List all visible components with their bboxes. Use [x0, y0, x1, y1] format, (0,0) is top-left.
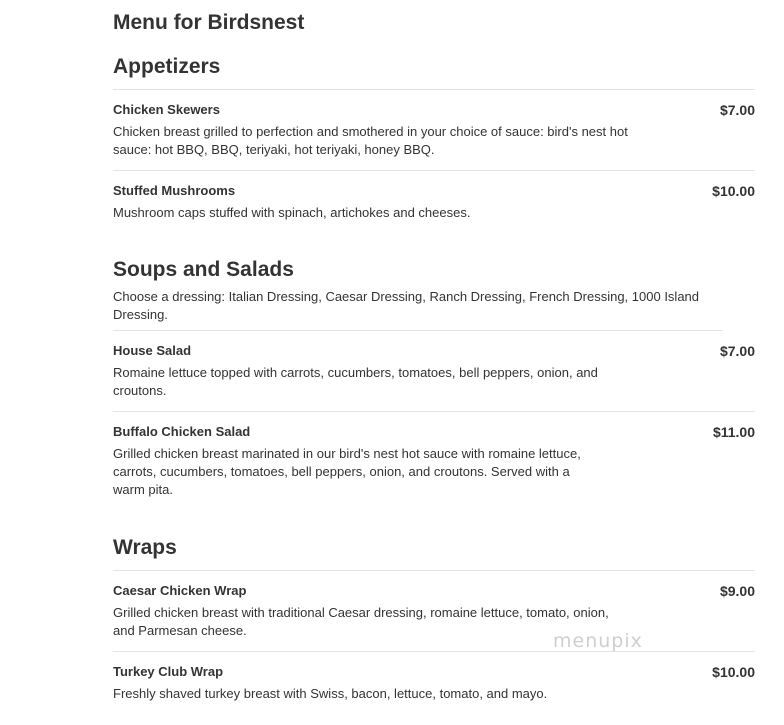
item-name: Chicken Skewers	[113, 102, 220, 117]
item-header	[113, 582, 755, 604]
menu-item-chicken-skewers	[113, 90, 755, 171]
item-description: Grilled chicken breast marinated in our bird's nest hot sauce with romaine lettuce, carrots, cucumbers, tomatoes, bell peppers, onion, and croutons. Served with a warm pita.	[113, 446, 581, 497]
watermark: menupix	[553, 630, 643, 652]
menu-item-house-salad	[113, 331, 755, 412]
item-description: Chicken breast grilled to perfection and smothered in your choice of sauce: bird's nest hot sauce: hot BBQ, BBQ, teriyaki, hot teriyaki, honey BBQ.	[113, 124, 628, 157]
item-name: House Salad	[113, 343, 192, 358]
menu-item-stuffed-mushrooms	[113, 171, 755, 232]
item-description: Freshly shaved turkey breast with Swiss, bacon, lettuce, tomato, and mayo.	[113, 686, 548, 701]
section-note: Choose a dressing: Italian Dressing, Caesar Dressing, Ranch Dressing, French Dressing, 1000 Island Dressing.	[113, 288, 723, 331]
item-price: $10.00	[712, 664, 755, 680]
menu-page	[113, 0, 755, 713]
item-name: Stuffed Mushrooms	[113, 183, 236, 198]
section-appetizers	[113, 54, 755, 232]
item-description: Romaine lettuce topped with carrots, cucumbers, tomatoes, bell peppers, onion, and croutons.	[113, 365, 598, 398]
item-price: $10.00	[712, 183, 755, 199]
item-name: Buffalo Chicken Salad	[113, 424, 251, 439]
item-header	[113, 101, 755, 123]
item-price: $9.00	[719, 583, 755, 599]
section-wraps	[113, 535, 755, 713]
item-price: $7.00	[719, 102, 755, 118]
item-price: $7.00	[719, 343, 755, 359]
menu-item-caesar-chicken-wrap	[113, 571, 755, 652]
section-title: Wraps	[113, 535, 755, 571]
page-title: Menu for Birdsnest	[113, 11, 305, 34]
menu-item-buffalo-chicken-salad	[113, 412, 755, 509]
item-name: Turkey Club Wrap	[113, 664, 224, 679]
item-header	[113, 342, 755, 364]
section-title: Soups and Salads	[113, 258, 294, 281]
item-description: Grilled chicken breast with traditional Caesar dressing, romaine lettuce, tomato, onion, and Parmesan cheese.	[113, 605, 609, 638]
section-title: Appetizers	[113, 54, 755, 90]
item-header	[113, 423, 755, 445]
section-soups-and-salads	[113, 257, 755, 509]
item-price: $11.00	[712, 424, 755, 440]
menu-item-turkey-club-wrap	[113, 652, 755, 713]
item-description: Mushroom caps stuffed with spinach, artichokes and cheeses.	[113, 205, 471, 220]
item-header	[113, 182, 755, 204]
item-name: Caesar Chicken Wrap	[113, 583, 247, 598]
item-header	[113, 663, 755, 685]
